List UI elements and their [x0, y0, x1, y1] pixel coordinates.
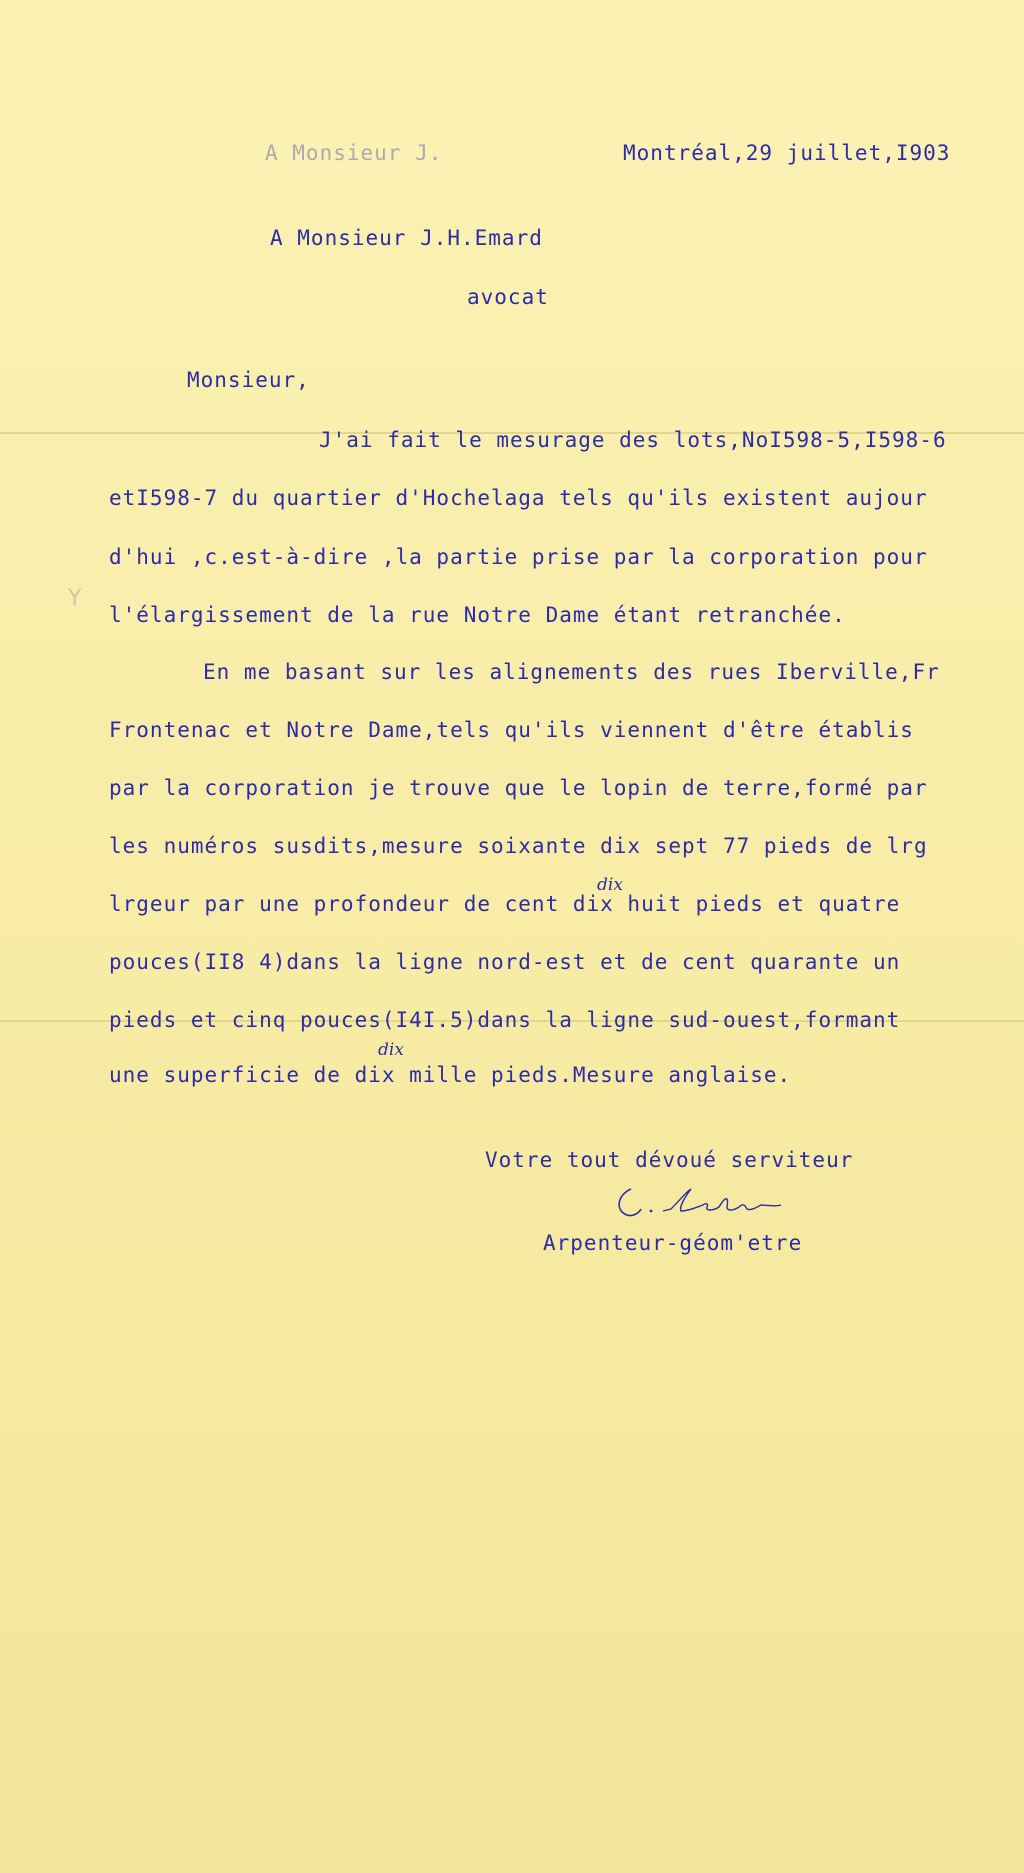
body-line: etI598-7 du quartier d'Hochelaga tels qu'ils existent aujour	[109, 486, 928, 510]
body-line: par la corporation je trouve que le lopin de terre,formé par	[109, 776, 928, 800]
handwritten-annotation: dix	[597, 875, 623, 895]
date-line: Montréal,29 juillet,I903	[623, 141, 951, 165]
margin-mark: Y	[68, 586, 82, 611]
salutation: Monsieur,	[187, 368, 310, 392]
addressee-title: avocat	[467, 285, 549, 309]
body-line: lrgeur par une profondeur de cent dix huit pieds et quatre	[109, 892, 901, 916]
body-line: En me basant sur les alignements des rues Iberville,Fr	[203, 660, 940, 684]
body-line: l'élargissement de la rue Notre Dame étant retranchée.	[109, 603, 846, 627]
body-line: pouces(II8 4)dans la ligne nord-est et de cent quarante un	[109, 950, 901, 974]
body-line: pieds et cinq pouces(I4I.5)dans la ligne sud-ouest,formant	[109, 1008, 901, 1032]
signer-title: Arpenteur-géom'etre	[543, 1231, 803, 1255]
body-line: une superficie de dix mille pieds.Mesure anglaise.	[109, 1063, 792, 1087]
body-line: J'ai fait le mesurage des lots,NoI598-5,I598-6	[319, 428, 947, 452]
body-line: les numéros susdits,mesure soixante dix sept 77 pieds de lrg	[109, 834, 928, 858]
handwritten-annotation: dix	[378, 1040, 404, 1060]
signature	[605, 1177, 815, 1227]
faded-header: A Monsieur J.	[265, 141, 443, 165]
addressee: A Monsieur J.H.Emard	[270, 226, 543, 250]
body-line: Frontenac et Notre Dame,tels qu'ils viennent d'être établis	[109, 718, 914, 742]
closing: Votre tout dévoué serviteur	[485, 1148, 854, 1172]
body-line: d'hui ,c.est-à-dire ,la partie prise par la corporation pour	[109, 545, 928, 569]
